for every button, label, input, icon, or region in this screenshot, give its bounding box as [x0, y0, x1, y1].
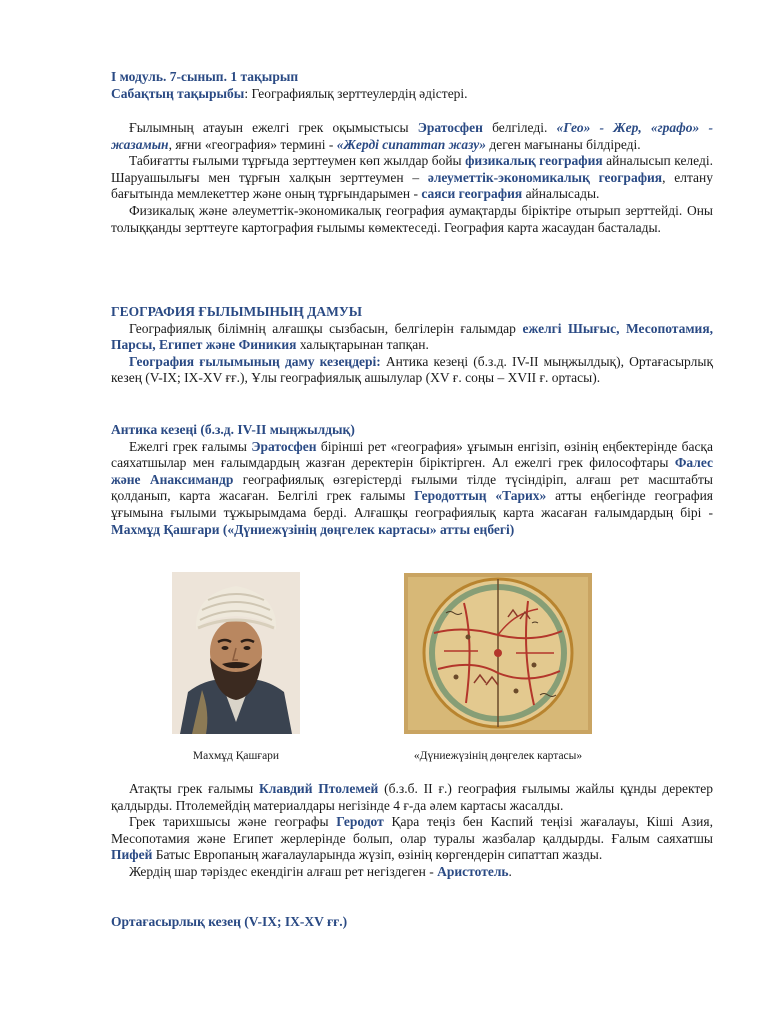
medieval-section [111, 914, 713, 931]
text-run: Ежелгі грек ғалымы [129, 438, 252, 454]
highlighted-term: ежелгі Шығыс, Месопотамия, Парсы, Египет және Финикия [111, 320, 713, 353]
text-run: Табиғатты ғылыми тұрғыда зерттеумен көп жылдар бойы [129, 153, 466, 169]
highlighted-term: Махмұд Қашғари («Дүниежүзінің дөңгелек картасы» атты еңбегі) [111, 521, 515, 537]
development-paragraph-1 [111, 321, 713, 354]
text-run: белгіледі. [482, 120, 557, 135]
header-block [111, 69, 713, 102]
highlighted-term: Эратосфен [417, 120, 483, 135]
highlighted-term: Клавдий Птолемей [259, 781, 379, 796]
text-run: Ғылымның атауын ежелгі грек оқымыстысы [129, 120, 418, 135]
text-run: Қара теңіз бен Каспий теңізі жағалауы, Кіші Азия, Месопотамия және Египет жерлерінде болып, олар туралы жазбалар қалдырды. Ғалым саяхатшы [111, 814, 713, 846]
module-line: I модуль. 7-сынып. 1 тақырып [111, 69, 299, 84]
highlighted-term: «Гео» - Жер, «графо» - жазамын [111, 120, 713, 152]
topic-label: Сабақтың тақырыбы [111, 85, 245, 101]
aristotle-paragraph [111, 864, 713, 881]
herodotus-paragraph [111, 814, 713, 864]
text-run: Атақты грек ғалымы [129, 781, 260, 796]
portrait-image [172, 572, 300, 734]
antiquity-section [111, 422, 713, 538]
highlighted-term: Геродот [336, 814, 384, 830]
highlighted-term: саяси география [421, 186, 523, 202]
text-run: , елтану бағытында мемлекеттер және оның тұрғындарымен - [111, 169, 714, 202]
text-run: Физикалық және әлеуметтік-экономикалық география аумақтарды біріктіре отырып зерттейді. Оны толыққанды зерттеуге картография ғылымы көмектеседі. География карта жасаудан басталады. [111, 202, 713, 235]
antiquity-paragraph-1 [111, 439, 713, 539]
highlighted-term: Аристотель [437, 863, 509, 879]
text-run: . [508, 863, 512, 879]
text-run: Батыс Европаның жағалауларында жүзіп, өзінің көргендерін сипаттап жазды. [152, 847, 603, 863]
text-run: атты еңбегінде география ұғымына ғылыми тұжырымдама берді. Алғашқы географиялық карта жасаған ғалымдардың бірі - [111, 488, 714, 520]
text-run: бірінші рет «география» ұғымын енгізіп, өзінің еңбектерінде басқа саяхатшылар мен ғалымдардың жазған деректерін біріктірген. Ал ежелгі грек философтары [111, 438, 713, 471]
highlighted-term: Геродоттың «Тарих» [414, 488, 547, 504]
development-section [111, 304, 713, 387]
portrait-figure [172, 572, 300, 734]
antiquity-continued-section [111, 781, 713, 881]
text-run: Антика кезеңі (б.з.д. IV-II мыңжылдық), Ортағасырлық кезең (V-IX; IX-XV ғғ.), Ұлы географиялық ашылулар (XV ғ. соңы – XVII ғ. ортасы). [111, 353, 713, 386]
portrait-caption: Махмұд Қашғари [192, 750, 280, 762]
highlighted-term: Эратосфен [251, 438, 317, 454]
text-run: айналысады. [522, 186, 600, 202]
highlighted-term: География ғылымының даму кезеңдері: [129, 353, 381, 369]
ptolemy-paragraph [111, 781, 713, 814]
section-heading-medieval: Ортағасырлық кезең (V-IX; IX-XV ғғ.) [111, 914, 348, 929]
lesson-topic [111, 86, 713, 103]
intro-paragraph-3 [111, 203, 713, 236]
topic-text: : Географиялық зерттеулердің әдістері. [244, 85, 468, 101]
text-run: (б.з.б. II ғ.) география ғылымы жайлы құнды деректер қалдырды. Птолемейдің материалдары негізінде 4 ғ-да әлем картасы жасалды. [111, 781, 713, 813]
intro-paragraph-1 [111, 120, 713, 153]
highlighted-term: «Жерді сипаттап жазу» [336, 136, 487, 152]
section-heading-development: ГЕОГРАФИЯ ҒЫЛЫМЫНЫҢ ДАМУЫ [111, 304, 363, 319]
map-figure [404, 573, 592, 734]
development-paragraph-2 [111, 354, 713, 387]
text-run: деген мағынаны білдіреді. [486, 136, 641, 152]
map-caption: «Дүниежүзінің дөңгелек картасы» [413, 750, 583, 762]
text-run: , яғни «география» термині - [168, 136, 337, 152]
round-world-map-image [404, 573, 592, 734]
text-run: географиялық өзгерістерді ғылыми тілде түсіндіріп, алғаш рет масштабты қолданып, карта жасаған. Белгілі грек ғалымы [111, 471, 713, 504]
text-run: Жердің шар тәріздес екендігін алғаш рет негіздеген - [129, 863, 438, 879]
intro-section [111, 120, 713, 236]
intro-paragraph-2 [111, 153, 713, 203]
highlighted-term: физикалық география [465, 153, 603, 169]
section-heading-antiquity: Антика кезеңі (б.з.д. IV-II мыңжылдық) [111, 422, 355, 437]
text-run: айналысып келеді. Шаруашылығы мен тұрғын халқын зерттеумен – [111, 153, 713, 185]
text-run: Грек тарихшысы және географы [129, 814, 337, 830]
highlighted-term: Фалес және Анаксимандр [111, 455, 713, 487]
highlighted-term: Пифей [111, 847, 153, 863]
text-run: Географиялық білімнің алғашқы сызбасын, белгілерін ғалымдар [129, 320, 523, 336]
text-run: халықтарынан тапқан. [296, 337, 429, 353]
highlighted-term: әлеуметтік-экономикалық география [427, 169, 663, 185]
